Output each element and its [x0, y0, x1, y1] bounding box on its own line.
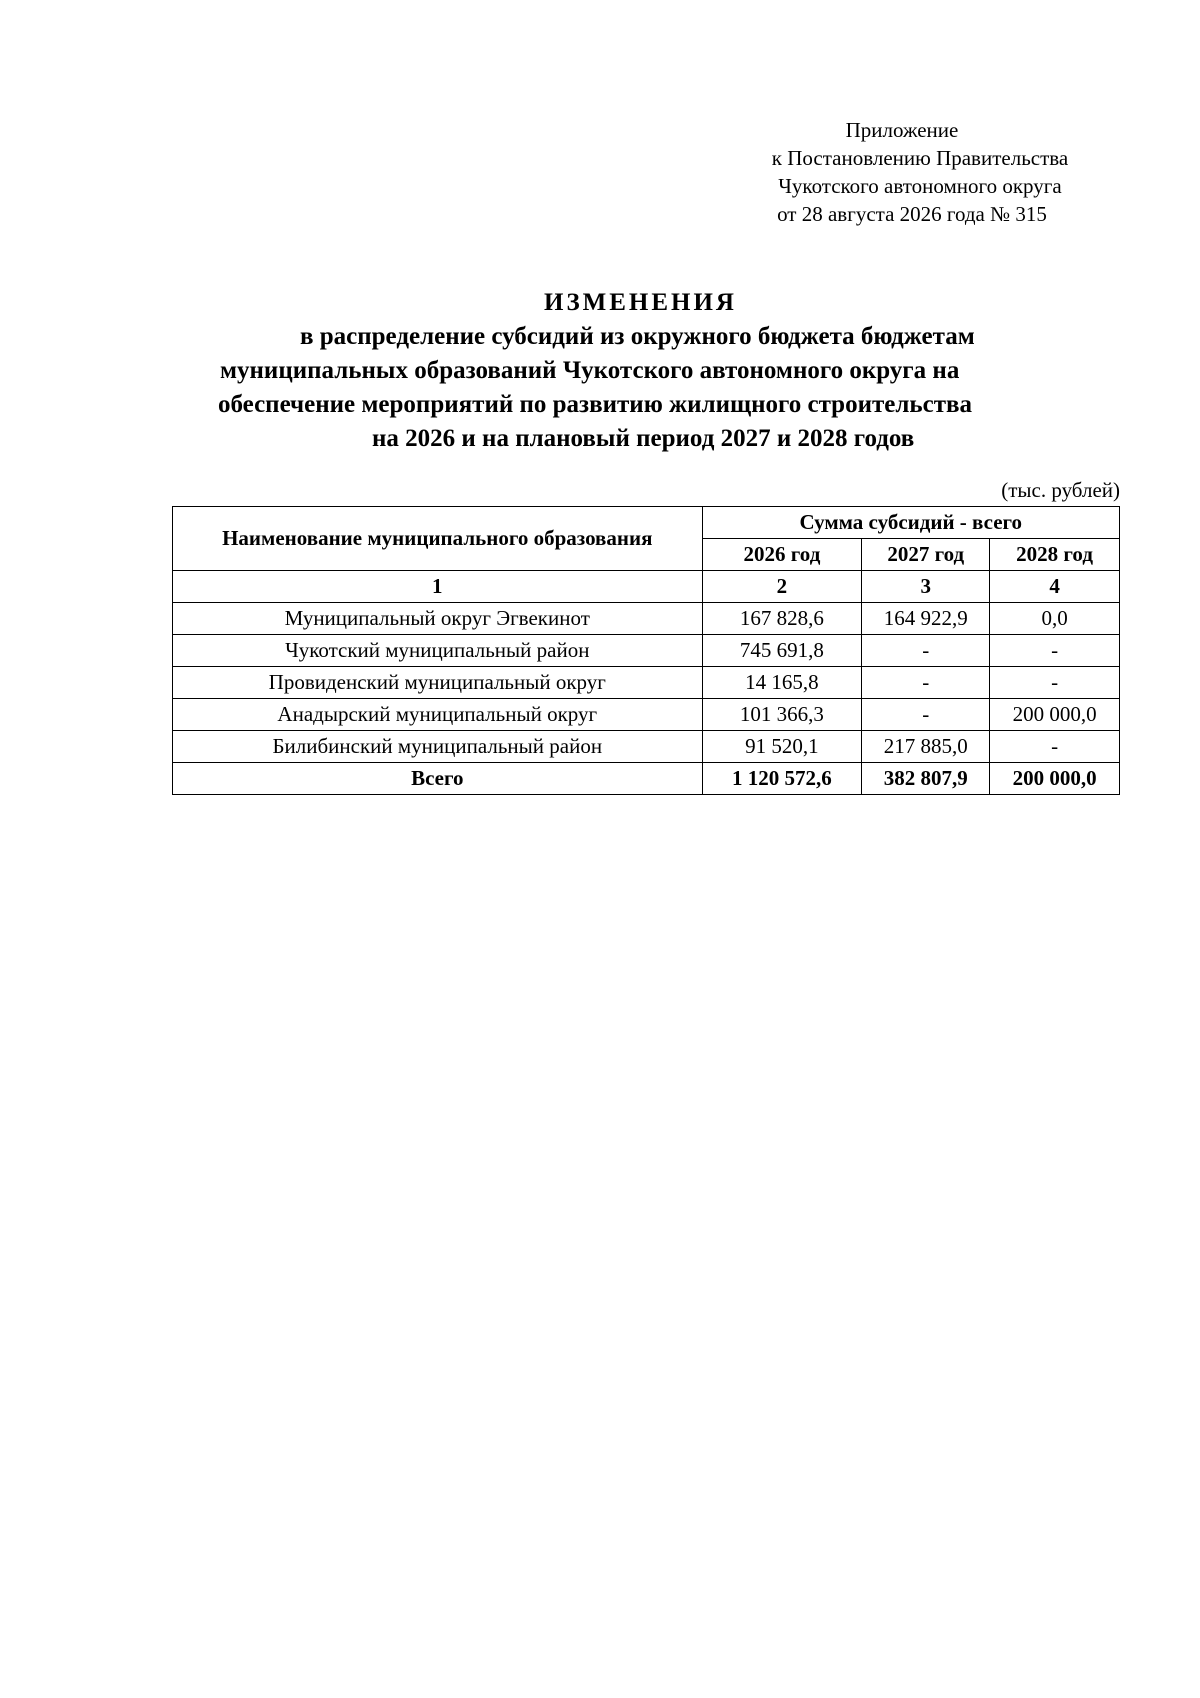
- row-name: Анадырский муниципальный округ: [173, 699, 703, 731]
- table-row: [173, 635, 1120, 667]
- column-number: 4: [990, 571, 1120, 603]
- title-heading: ИЗМЕНЕНИЯ: [544, 289, 737, 316]
- header-year-2026: 2026 год: [702, 539, 862, 571]
- appendix-line-4: от 28 августа 2026 года № 315: [777, 202, 1047, 226]
- table-row: [173, 667, 1120, 699]
- row-value-2026: 167 828,6: [702, 603, 862, 635]
- title-line-3: обеспечение мероприятий по развитию жилищного строительства: [218, 391, 972, 418]
- row-value-2028: 0,0: [990, 603, 1120, 635]
- total-value-2027: 382 807,9: [862, 763, 990, 795]
- table-row: [173, 731, 1120, 763]
- row-value-2027: -: [862, 635, 990, 667]
- column-number: 2: [702, 571, 862, 603]
- column-number: 3: [862, 571, 990, 603]
- row-value-2027: -: [862, 667, 990, 699]
- row-value-2027: -: [862, 699, 990, 731]
- row-value-2028: -: [990, 667, 1120, 699]
- title-line-2: муниципальных образований Чукотского автономного округа на: [220, 357, 960, 384]
- row-value-2026: 14 165,8: [702, 667, 862, 699]
- table-row: [173, 603, 1120, 635]
- header-name: Наименование муниципального образования: [173, 507, 703, 571]
- row-value-2026: 91 520,1: [702, 731, 862, 763]
- table-header-row: [173, 507, 1120, 539]
- row-name: Чукотский муниципальный район: [173, 635, 703, 667]
- total-label: Всего: [173, 763, 703, 795]
- appendix-block: [720, 116, 1120, 228]
- row-value-2026: 101 366,3: [702, 699, 862, 731]
- row-value-2028: 200 000,0: [990, 699, 1120, 731]
- header-year-2028: 2028 год: [990, 539, 1120, 571]
- total-value-2028: 200 000,0: [990, 763, 1120, 795]
- table-number-row: [173, 571, 1120, 603]
- row-name: Провиденский муниципальный округ: [173, 667, 703, 699]
- header-year-2027: 2027 год: [862, 539, 990, 571]
- header-sum: Сумма субсидий - всего: [702, 507, 1119, 539]
- row-value-2026: 745 691,8: [702, 635, 862, 667]
- units-note: (тыс. рублей): [1001, 478, 1120, 502]
- table-total-row: [173, 763, 1120, 795]
- total-value-2026: 1 120 572,6: [702, 763, 862, 795]
- row-name: Билибинский муниципальный район: [173, 731, 703, 763]
- column-number: 1: [173, 571, 703, 603]
- appendix-line-3: Чукотского автономного округа: [778, 174, 1062, 198]
- row-name: Муниципальный округ Эгвекинот: [173, 603, 703, 635]
- row-value-2027: 164 922,9: [862, 603, 990, 635]
- table-row: [173, 699, 1120, 731]
- title-line-4: на 2026 и на плановый период 2027 и 2028 годов: [372, 425, 915, 452]
- title-line-1: в распределение субсидий из окружного бюджета бюджетам: [300, 323, 975, 350]
- subsidy-table: [172, 506, 1120, 795]
- row-value-2028: -: [990, 635, 1120, 667]
- appendix-line-2: к Постановлению Правительства: [771, 146, 1069, 170]
- appendix-line-1: Приложение: [845, 118, 959, 142]
- row-value-2028: -: [990, 731, 1120, 763]
- row-value-2027: 217 885,0: [862, 731, 990, 763]
